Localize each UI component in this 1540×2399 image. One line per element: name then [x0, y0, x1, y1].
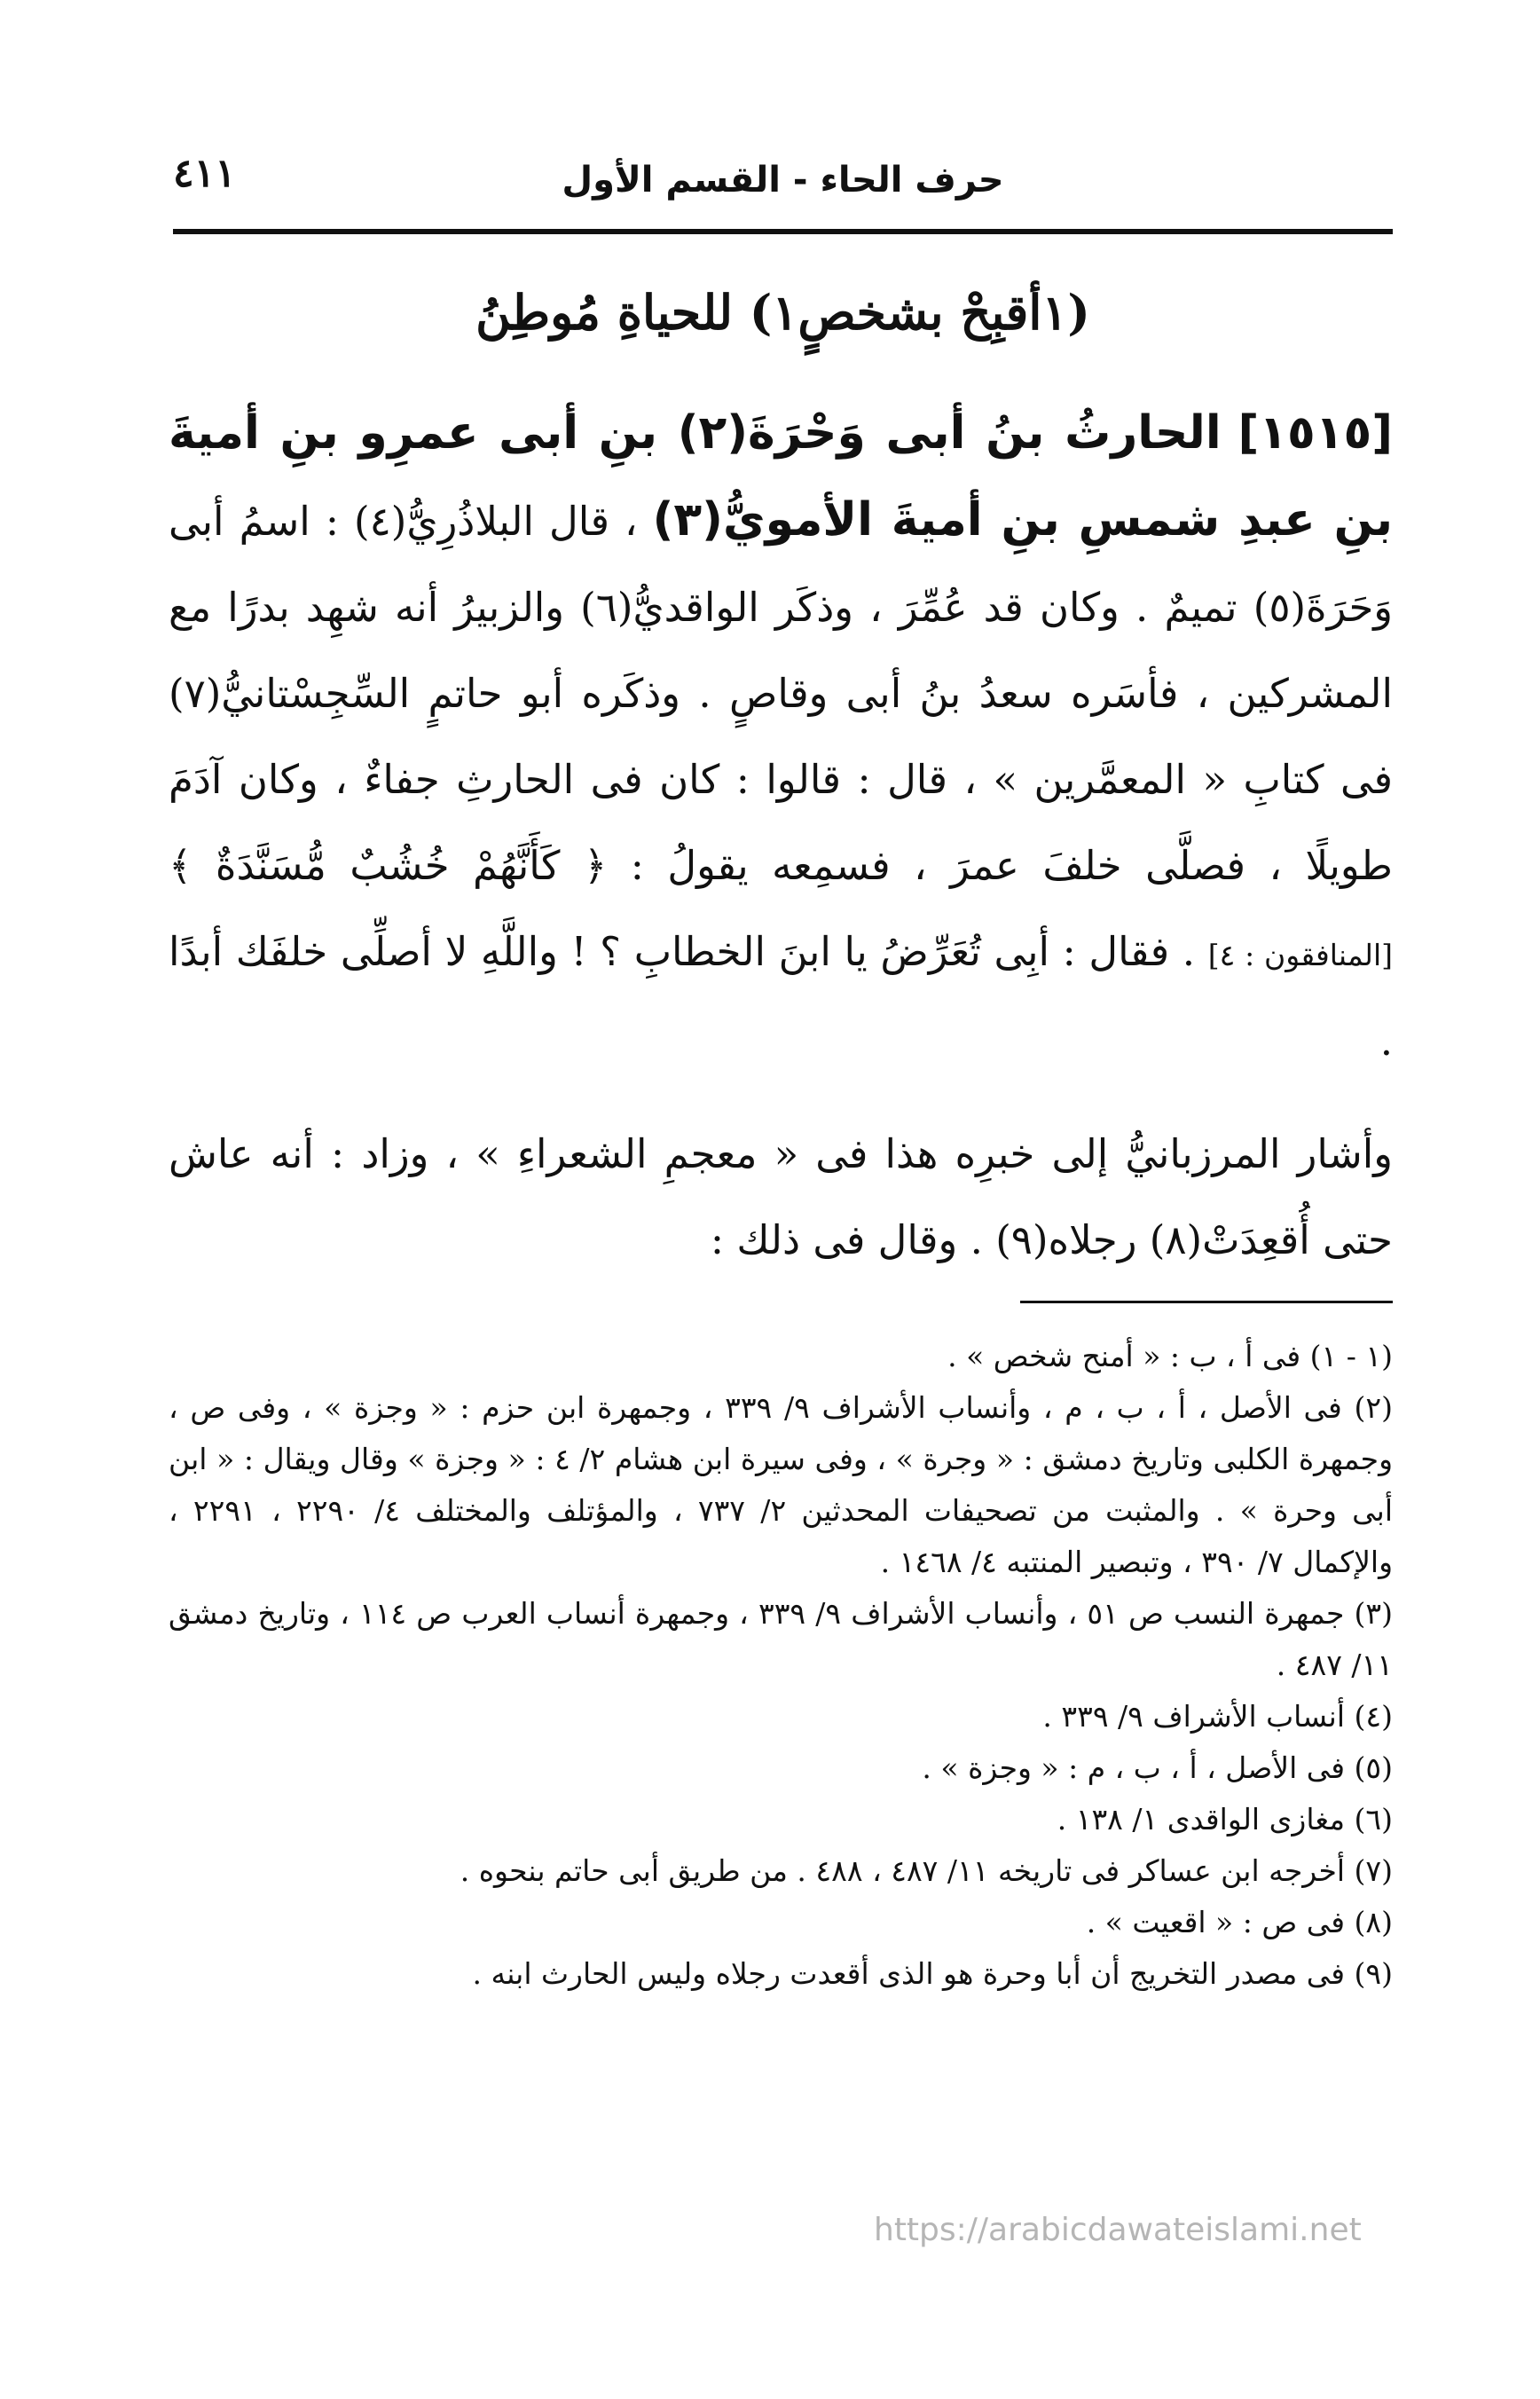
- quran-citation: [المنافقون : ٤]: [1207, 938, 1393, 972]
- verse-line: (١أقبِحْ بشخصٍ١) للحياةِ مُوطِنُ: [475, 284, 1090, 341]
- footnote-item: (٩) فى مصدر التخريج أن أبا وحرة هو الذى أقعدت رجلاه وليس الحارث ابنه .: [472, 1956, 1393, 1991]
- footnote-item: (٨) فى ص : « اقعيت » .: [1086, 1905, 1393, 1939]
- entry-paragraph: [169, 390, 1393, 1084]
- footnote-item: (٢) فى الأصل ، أ ، ب ، م ، وأنساب الأشراف ٩/ ٣٣٩ ، وجمهرة ابن حزم : « وجزة » ، وفى ص ، وجمهرة الكلبى وتاريخ دمشق : « وجرة » ، وفى سيرة ابن هشام ٢/ ٤ : « وجزة » وقال ويقال : « ابن أبى وحرة » . والمثبت من تصحيفات المحدثين ٢/ ٧٣٧ ، والمؤتلف والمختلف ٤/ ٢٢٩٠ ، ٢٢٩١ ، والإكمال ٧/ ٣٩٠ ، وتبصير المنتبه ٤/ ١٤٦٨ .: [169, 1390, 1394, 1579]
- running-head: حرف الحاء - القسم الأول: [562, 160, 1004, 201]
- header-rule: [173, 229, 1393, 234]
- footnote-item: (٧) أخرجه ابن عساكر فى تاريخه ١١/ ٤٨٧ ، ٤٨٨ . من طريق أبى حاتم بنحوه .: [460, 1853, 1393, 1888]
- page-number: ٤١١: [173, 151, 236, 196]
- footnote-rule: [1020, 1301, 1393, 1303]
- second-paragraph: وأشار المرزبانيُّ إلى خبرِه هذا فى « معجمِ الشعراءِ » ، وزاد : أنه عاش حتى أُقعِدَتْ(٨) رجلاه(٩) . وقال فى ذلك :: [169, 1130, 1393, 1263]
- entry-name: الحارثُ بنُ أبى وَحْرَةَ(٢) بنِ أبى عمرِو بنِ أميةَ بنِ عبدِ شمسِ بنِ أميةَ الأمويُّ(٣): [169, 406, 1393, 547]
- main-text: [169, 390, 1393, 1283]
- footnote-item: (١ - ١) فى أ ، ب : « أمنح شخص » .: [947, 1339, 1393, 1373]
- footnote-item: (٤) أنساب الأشراف ٩/ ٣٣٩ .: [1042, 1699, 1393, 1734]
- entry-text-continued: . فقال : أبِى تُعَرِّضُ يا ابنَ الخطابِ ؟ ! واللَّهِ لا أصلِّى خلفَك أبدًا .: [169, 928, 1393, 1065]
- footnotes: [169, 1331, 1393, 2000]
- page-header: [173, 151, 1393, 222]
- watermark: https://arabicdawateislami.net: [874, 2212, 1362, 2248]
- footnote-item: (٦) مغازى الواقدى ١/ ١٣٨ .: [1057, 1802, 1393, 1837]
- entry-number: [١٥١٥]: [1238, 406, 1393, 460]
- footnote-item: (٥) فى الأصل ، أ ، ب ، م : « وجزة » .: [922, 1750, 1393, 1785]
- footnote-item: (٣) جمهرة النسب ص ٥١ ، وأنساب الأشراف ٩/ ٣٣٩ ، وجمهرة أنساب العرب ص ١١٤ ، وتاريخ دمشق ١١/ ٤٨٧ .: [169, 1596, 1393, 1682]
- entry-text: ، قال البلاذُرِيُّ(٤) : اسمُ أبى وَحَرَةَ(٥) تميمٌ . وكان قد عُمِّرَ ، وذكَر الواقديُّ(٦) والزبيرُ أنه شهِد بدرًا مع المشركين ، فأسَره سعدُ بنُ أبى وقاصٍ . وذكَره أبو حاتمٍ السِّجِسْتانيُّ(٧) فى كتابِ « المعمَّرين » ، قال : قالوا : كان فى الحارثِ جفاءٌ ، وكان آدَمَ طويلًا ، فصلَّى خلفَ عمرَ ، فسمِعه يقولُ : ﴿ كَأَنَّهُمْ خُشُبٌ مُّسَنَّدَةٌ ﴾: [169, 498, 1393, 889]
